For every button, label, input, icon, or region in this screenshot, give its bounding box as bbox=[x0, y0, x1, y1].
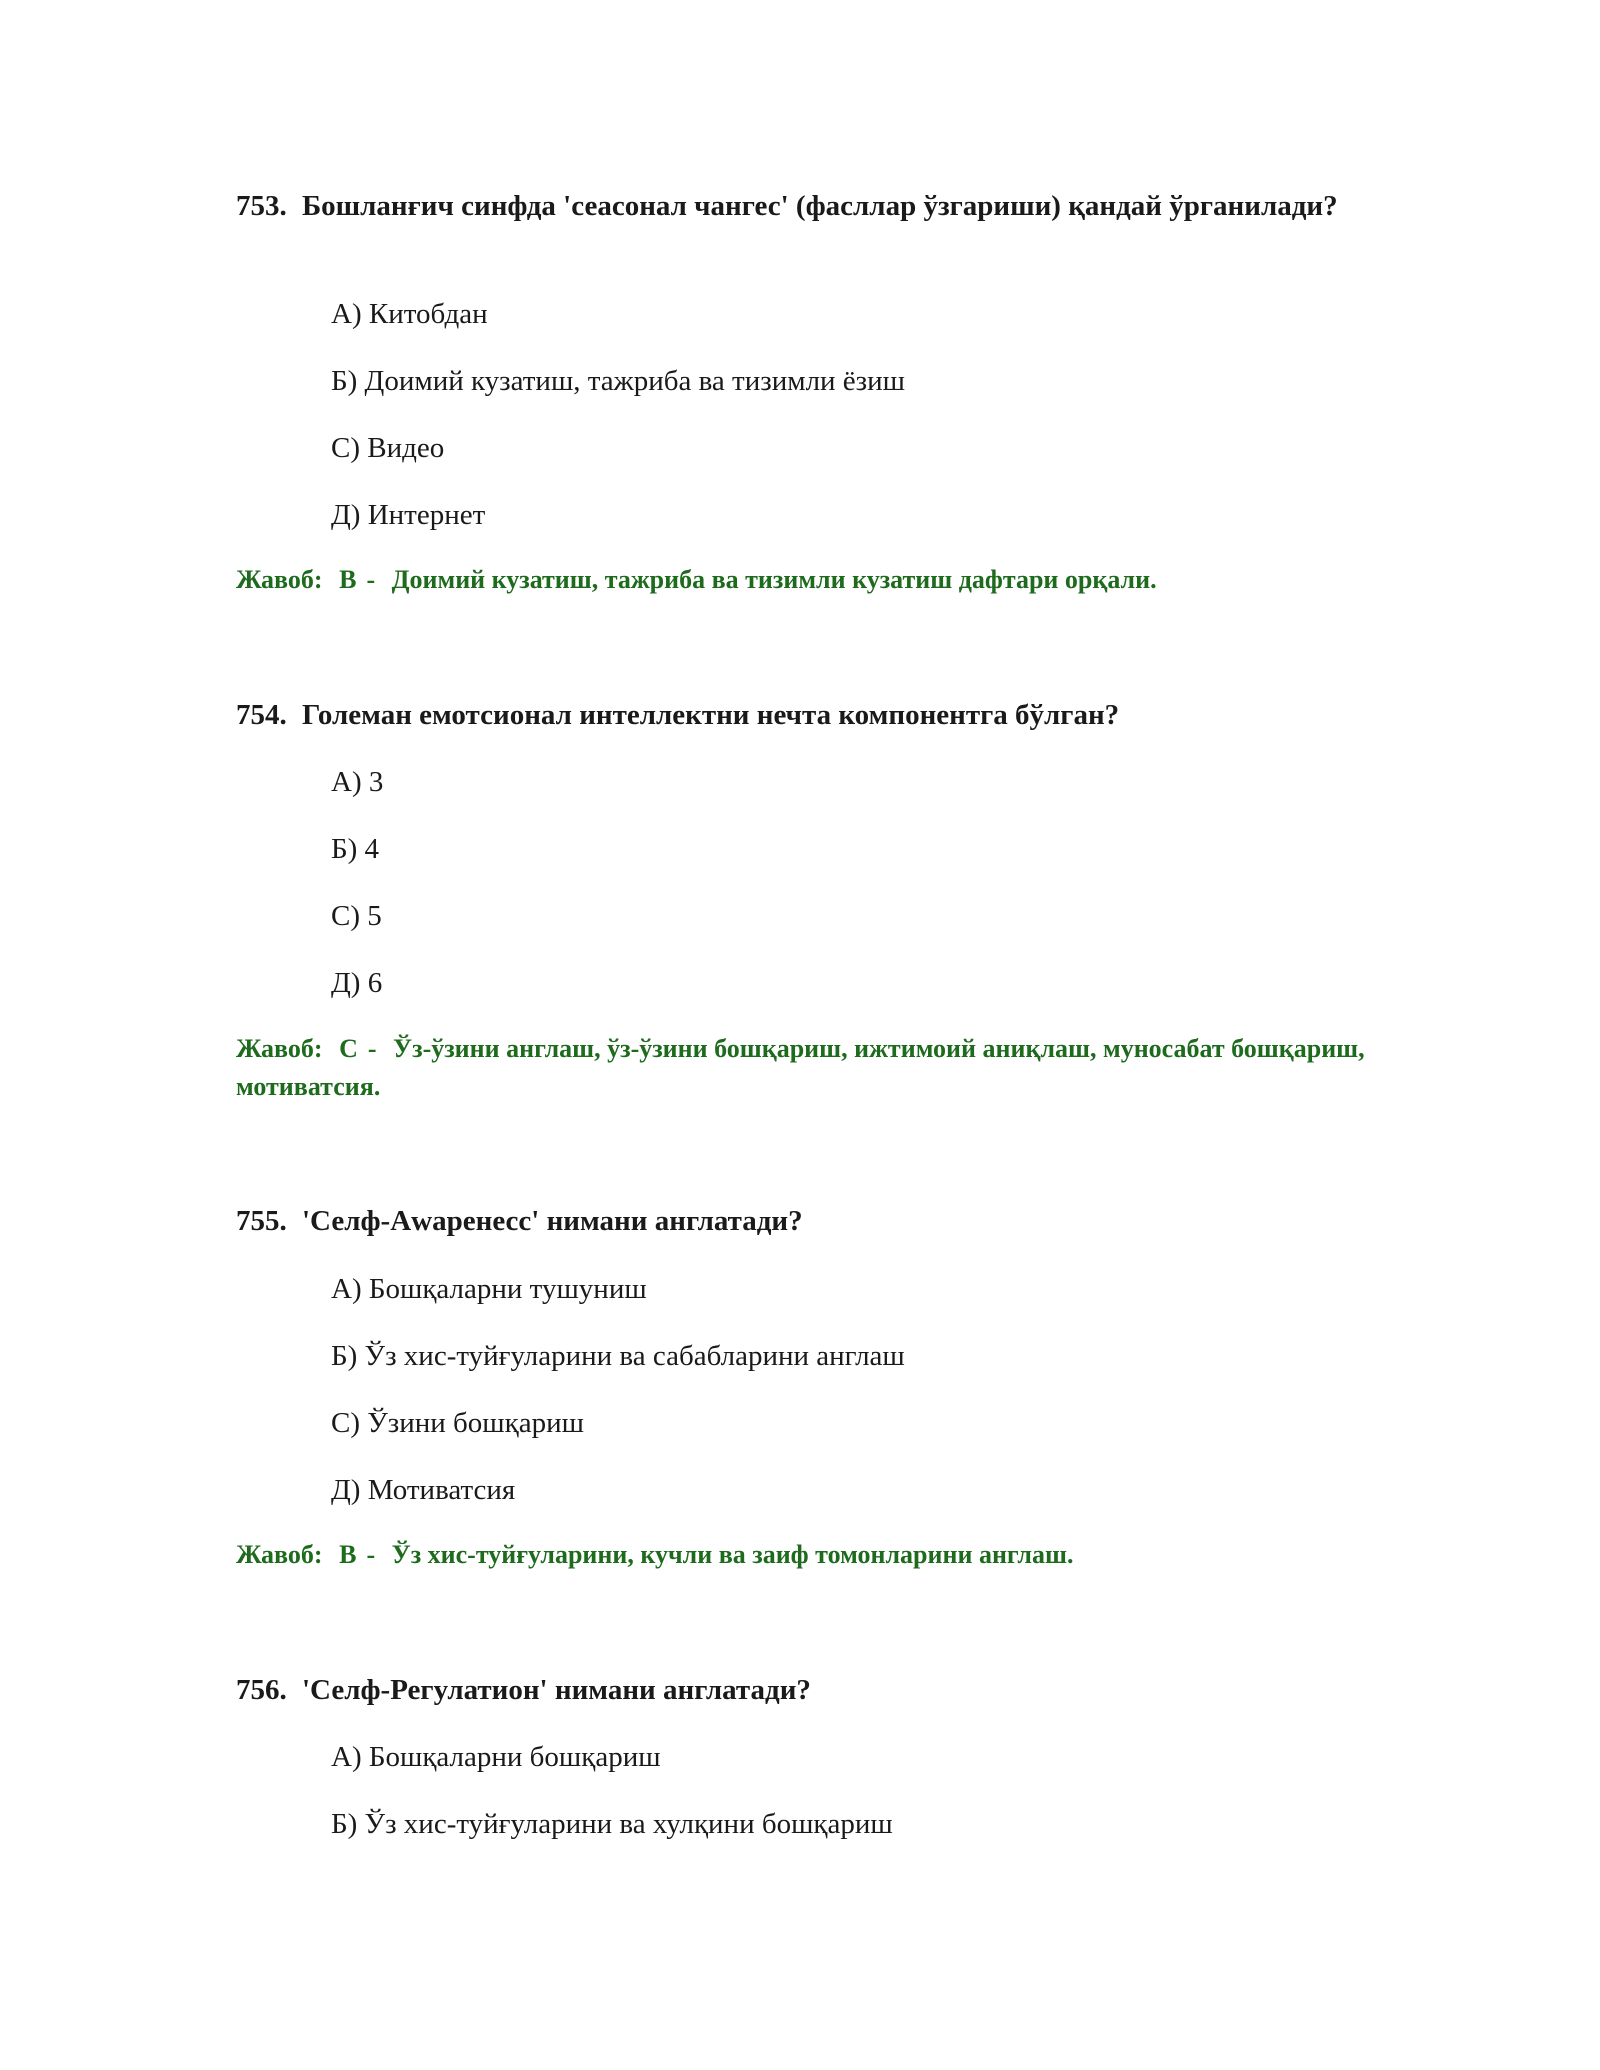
option-a: А) Китобдан bbox=[331, 298, 488, 330]
option-a: А) Бошқаларни тушуниш bbox=[331, 1273, 647, 1305]
answer-letter: В bbox=[339, 1540, 357, 1569]
answer-label: Жавоб: bbox=[236, 1034, 323, 1063]
option-b: Б) Ўз хис-туйғуларини ва хулқини бошқариш bbox=[331, 1808, 893, 1840]
answer-text: Ўз-ўзини англаш, ўз-ўзини бошқариш, ижтимоий аниқлаш, муносабат бошқариш, мотиватсия. bbox=[236, 1034, 1365, 1101]
option-a: А) Бошқаларни бошқариш bbox=[331, 1741, 661, 1773]
option-d: Д) 6 bbox=[331, 967, 383, 999]
question-number: 754. bbox=[236, 699, 287, 731]
option-b: Б) 4 bbox=[331, 833, 380, 865]
question-753 bbox=[236, 186, 1366, 226]
question-755 bbox=[236, 1201, 1366, 1241]
question-text: 'Селф-Регулатион' нимани англатади? bbox=[302, 1674, 811, 1706]
question-text: 'Селф-Аwаренесс' нимани англатади? bbox=[302, 1205, 803, 1237]
answer-text: Ўз хис-туйғуларини, кучли ва заиф томонларини англаш. bbox=[391, 1540, 1074, 1569]
option-c: С) Ўзини бошқариш bbox=[331, 1407, 584, 1439]
option-a: А) 3 bbox=[331, 766, 384, 798]
answer-dash: - bbox=[367, 1034, 377, 1063]
option-b: Б) Ўз хис-туйғуларини ва сабабларини англаш bbox=[331, 1340, 905, 1372]
question-754 bbox=[236, 695, 1366, 735]
answer-dash: - bbox=[366, 565, 376, 594]
option-c: С) Видео bbox=[331, 432, 445, 464]
answer-754 bbox=[236, 1030, 1366, 1106]
answer-letter: В bbox=[339, 565, 357, 594]
answer-dash: - bbox=[366, 1540, 376, 1569]
option-d: Д) Интернет bbox=[331, 499, 486, 531]
question-756 bbox=[236, 1670, 1366, 1710]
question-number: 755. bbox=[236, 1205, 287, 1237]
answer-text: Доимий кузатиш, тажриба ва тизимли кузатиш дафтари орқали. bbox=[391, 565, 1157, 594]
option-b: Б) Доимий кузатиш, тажриба ва тизимли ёзиш bbox=[331, 365, 905, 397]
question-text: Бошланғич синфда 'сеасонал чангес' (фасллар ўзгариши) қандай ўрганилади? bbox=[302, 190, 1338, 222]
answer-label: Жавоб: bbox=[236, 1540, 323, 1569]
question-number: 756. bbox=[236, 1674, 287, 1706]
answer-753 bbox=[236, 561, 1366, 599]
answer-755 bbox=[236, 1536, 1366, 1574]
answer-label: Жавоб: bbox=[236, 565, 323, 594]
option-d: Д) Мотиватсия bbox=[331, 1474, 516, 1506]
question-number: 753. bbox=[236, 190, 287, 222]
option-c: С) 5 bbox=[331, 900, 382, 932]
answer-letter: С bbox=[339, 1034, 358, 1063]
question-text: Големан емотсионал интеллектни нечта компонентга бўлган? bbox=[302, 699, 1120, 731]
